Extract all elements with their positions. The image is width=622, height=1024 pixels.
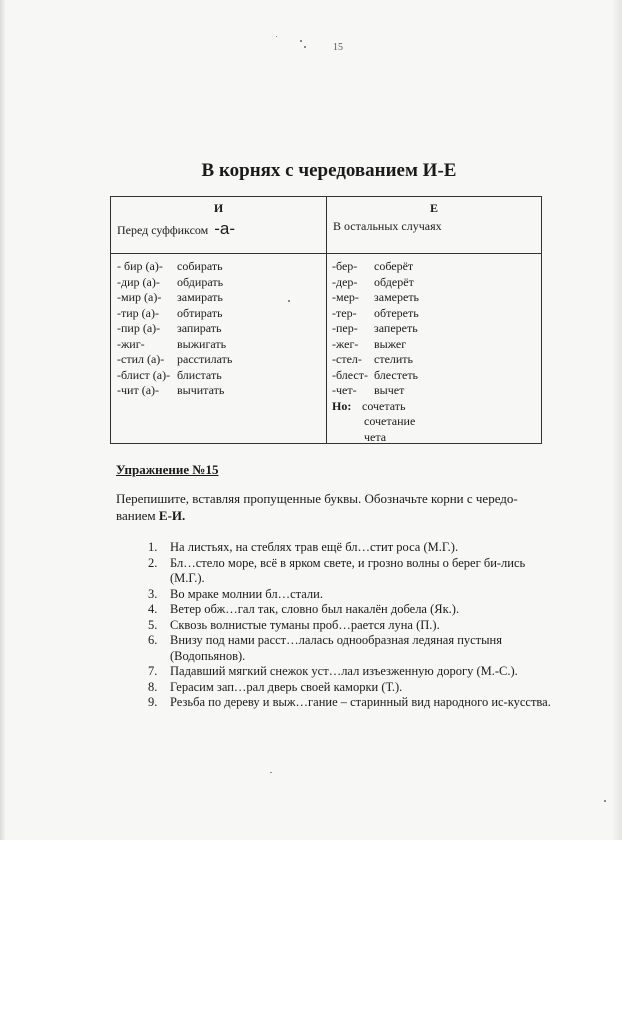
column-letter: И	[213, 201, 224, 215]
example-word: замирать	[177, 290, 223, 304]
list-item	[148, 587, 558, 603]
root: -бер-	[332, 259, 358, 273]
root: -пер-	[332, 321, 358, 335]
instruction-text: Перепишите, вставляя пропущенные буквы. Обозначьте корни с чередо-ванием	[116, 491, 518, 523]
page-edge-left	[0, 0, 6, 840]
example-word: выжигать	[177, 336, 227, 351]
item-text: Падавший мягкий снежок уст…лал изъезженную дорогу (М.-С.).	[170, 664, 518, 678]
scan-speck	[604, 800, 606, 802]
e-root-list	[332, 259, 537, 445]
example-word: вычет	[374, 383, 405, 397]
column-condition: В остальных случаях	[333, 219, 442, 233]
exception-row	[332, 414, 537, 430]
list-item	[332, 337, 537, 353]
item-number: 4.	[148, 602, 158, 616]
example-word: запереть	[374, 321, 418, 335]
instruction-bold: Е-И.	[158, 508, 186, 523]
alternation-table	[110, 196, 542, 444]
scan-speck	[270, 772, 272, 773]
root: -мер-	[332, 290, 359, 304]
root: -дер-	[332, 274, 358, 289]
list-item	[148, 633, 558, 664]
list-item	[332, 259, 537, 275]
example-word: соберёт	[374, 259, 414, 273]
item-text: Внизу под нами расст…лалась однообразная ледяная пустыня (Водопьянов).	[170, 633, 502, 663]
page-title: В корнях с чередованием И-Е	[201, 160, 457, 181]
exception-word: сочетание	[364, 414, 416, 428]
exception-word: сочетать	[362, 398, 406, 413]
example-word: блестеть	[374, 367, 419, 382]
example-word: блистать	[177, 367, 222, 382]
root: -мир (а)-	[117, 290, 162, 304]
root: -пир (а)-	[117, 321, 161, 335]
root: -дир (а)-	[117, 274, 160, 289]
list-item	[332, 383, 537, 399]
list-item	[117, 321, 322, 337]
page-edge-right	[612, 0, 622, 840]
column-header-i	[111, 201, 326, 239]
list-item	[117, 290, 322, 306]
exercise-title: Упражнение №15	[116, 462, 219, 477]
root: -чет-	[332, 383, 357, 397]
list-item	[148, 664, 558, 680]
item-number: 1.	[148, 540, 158, 554]
list-item	[148, 695, 558, 711]
example-word: замереть	[374, 290, 420, 304]
list-item	[117, 368, 322, 384]
root: -блист (а)-	[117, 367, 171, 382]
table-divider-horizontal	[111, 253, 541, 254]
list-item	[117, 275, 322, 291]
suffix-text: -а-	[214, 219, 236, 238]
item-text: Во мраке молнии бл…стали.	[170, 586, 323, 601]
exercise-instruction	[116, 490, 556, 524]
example-word: запирать	[177, 321, 222, 335]
item-number: 2.	[148, 555, 158, 570]
item-number: 9.	[148, 695, 158, 709]
condition-text: Перед суффиксом	[117, 223, 209, 237]
example-word: обдерёт	[374, 274, 414, 289]
column-condition	[111, 219, 326, 239]
item-text: На листьях, на стеблях трав ещё бл…стит роса (М.Г.).	[170, 540, 459, 554]
list-item	[117, 352, 322, 368]
item-text: Резьба по дереву и выж…гание – старинный вид народного ис-кусства.	[170, 695, 551, 709]
list-item	[332, 352, 537, 368]
example-word: вычитать	[177, 383, 225, 397]
list-item	[332, 368, 537, 384]
list-item	[117, 306, 322, 322]
scan-speck	[300, 40, 302, 42]
exception-row	[332, 430, 537, 446]
item-text: Сквозь волнистые туманы проб…рается луна (П.).	[170, 617, 440, 632]
example-word: выжег	[374, 336, 407, 351]
list-item	[117, 383, 322, 399]
list-item	[117, 259, 322, 275]
item-number: 6.	[148, 633, 158, 647]
root: -жиг-	[117, 336, 145, 351]
item-number: 8.	[148, 679, 158, 694]
root: -тир (а)-	[117, 305, 159, 320]
root: -блест-	[332, 367, 368, 382]
list-item	[148, 618, 558, 634]
example-word: расстилать	[177, 352, 233, 366]
list-item	[117, 337, 322, 353]
item-number: 3.	[148, 586, 158, 601]
example-word: собирать	[177, 259, 223, 273]
example-word: стелить	[374, 352, 414, 366]
list-item	[332, 306, 537, 322]
column-letter: Е	[429, 201, 438, 215]
scan-speck	[276, 36, 277, 37]
example-word: обдирать	[177, 274, 224, 289]
column-header-e	[327, 201, 541, 234]
exercise-items	[148, 540, 558, 711]
list-item	[332, 321, 537, 337]
list-item	[148, 602, 558, 618]
root: -тер-	[332, 305, 357, 320]
item-number: 5.	[148, 617, 158, 632]
exception-word: чета	[364, 429, 387, 444]
scan-speck	[304, 46, 306, 48]
root: -чит (а)-	[117, 383, 160, 397]
i-root-list	[117, 259, 322, 399]
item-text: Ветер обж…гал так, словно был накалён добела (Як.).	[170, 602, 460, 616]
exception-row	[332, 399, 537, 415]
list-item	[148, 680, 558, 696]
list-item	[332, 275, 537, 291]
example-word: обтереть	[374, 305, 419, 320]
exception-label: Но:	[332, 398, 352, 413]
item-text: Герасим зап…рал дверь своей каморки (Т.).	[170, 679, 403, 694]
root: -стил (а)-	[117, 352, 165, 366]
page-number: 15	[333, 42, 343, 53]
list-item	[332, 290, 537, 306]
list-item	[148, 540, 558, 556]
item-text: Бл…стело море, всё в ярком свете, и грозно волны о берег би-лись (М.Г.).	[170, 555, 526, 585]
list-item	[148, 556, 558, 587]
root: -стел-	[332, 352, 362, 366]
root: - бир (а)-	[117, 259, 163, 273]
item-number: 7.	[148, 664, 158, 678]
example-word: обтирать	[177, 305, 223, 320]
root: -жег-	[332, 336, 359, 351]
